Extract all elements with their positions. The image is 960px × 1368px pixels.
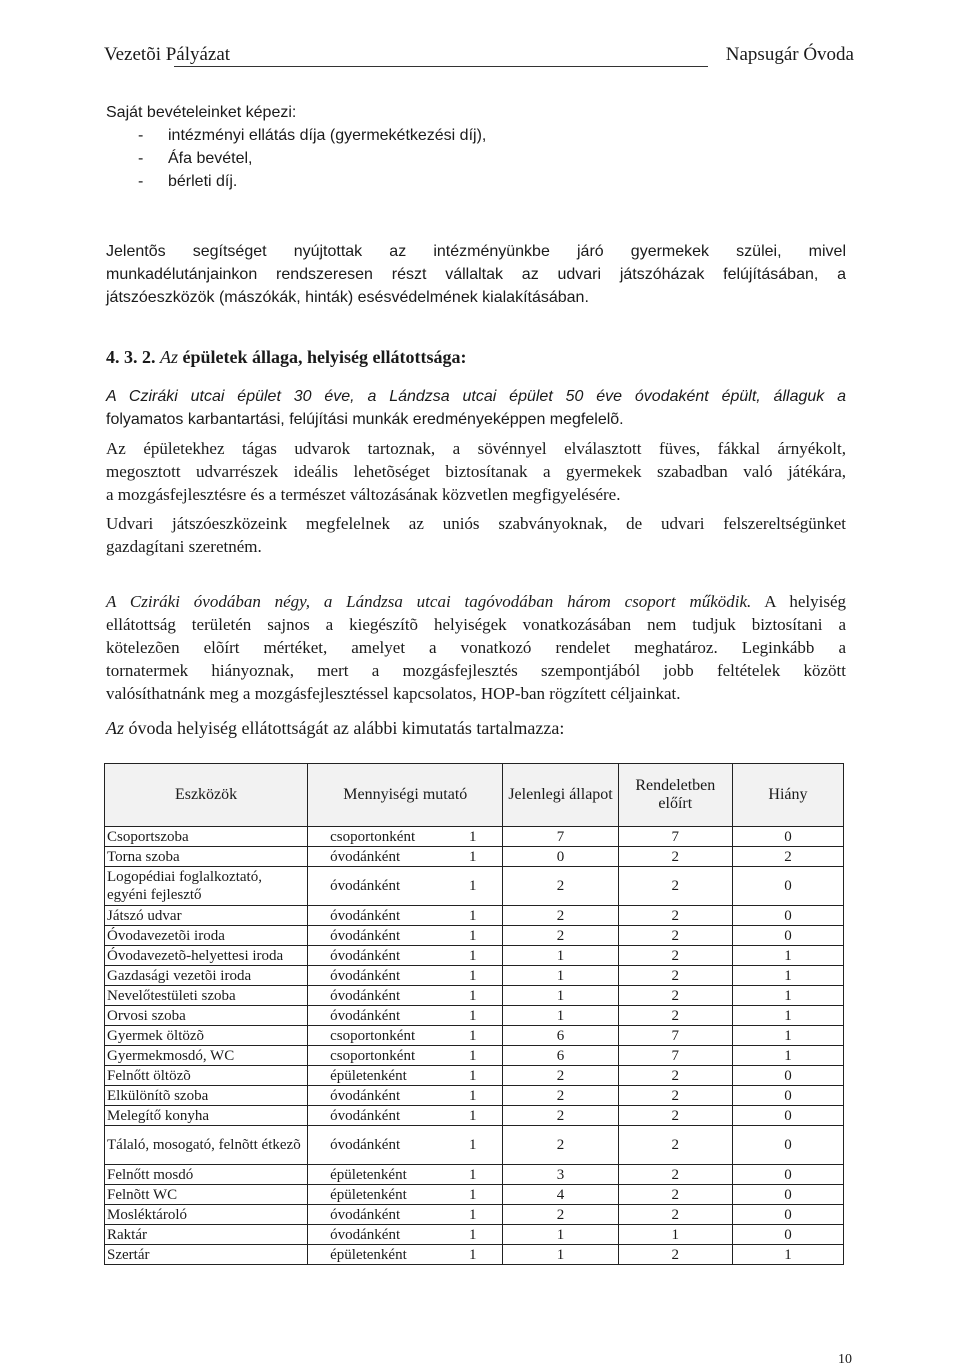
cell-hiany: 0 (732, 1106, 843, 1126)
table-row (105, 1126, 844, 1165)
section-heading: 4. 3. 2. Az épületek állaga, helyiség ellátottsága: (106, 347, 467, 367)
income-list (106, 101, 846, 193)
table-row (105, 1006, 844, 1026)
cell-eszkoz: Torna szoba (105, 847, 308, 867)
paragraph-groups: A Cziráki óvodában négy, a Lándzsa utcai tagóvodában három csoport működik. A helyiség ellátottság területén sajnos a kiegészítõ helyiségek vonatkozásában nem tudjuk biztosítani a kötelezõen elõírt mértéket, amelyet a vonatkozó rendelet meghatároz. Leginkább a tornatermek hiányoznak, mert a mozgásfejlesztés szempontjából jobb feltételek között valósíthatnánk meg a mozgásfejlesztéssel kapcsolatos, HOP-ban rögzített céljainkat. (106, 592, 846, 703)
cell-eloirt: 2 (618, 1205, 732, 1225)
cell-hiany: 0 (732, 1066, 843, 1086)
cell-eszkoz: Felnõtt WC (105, 1185, 308, 1205)
cell-hiany: 0 (732, 1205, 843, 1225)
section-number: 4. 3. 2. (106, 347, 156, 367)
cell-eszkoz: Játszó udvar (105, 906, 308, 926)
cell-hiany: 1 (732, 966, 843, 986)
cell-jelenlegi: 2 (503, 926, 618, 946)
header-right: Napsugár Óvoda (725, 44, 854, 65)
cell-eloirt: 2 (618, 946, 732, 966)
cell-eloirt: 2 (618, 986, 732, 1006)
cell-jelenlegi: 6 (503, 1026, 618, 1046)
cell-jelenlegi: 1 (503, 1225, 618, 1245)
paragraph-yards: Az épületekhez tágas udvarok tartoznak, a sövénnyel elválasztott füves, fákkal árnyékolt, megosztott udvarrészek ideális lehetõséget biztosítanak a gyermekek szabadban való játékára, a mozgásfejlesztésre és a természet változásának közvetlen megfigyelésére. (106, 439, 846, 504)
cell-eloirt: 2 (618, 1126, 732, 1165)
cell-hiany: 1 (732, 946, 843, 966)
cell-hiany: 0 (732, 1126, 843, 1165)
header-left: Vezetõi Pályázat (104, 44, 231, 65)
table-intro: Az óvoda helyiség ellátottságát az alábbi kimutatás tartalmazza: (106, 718, 565, 738)
cell-jelenlegi: 6 (503, 1046, 618, 1066)
cell-hiany: 0 (732, 1165, 843, 1185)
paragraph-parents: Jelentõs segítséget nyújtottak az intézményünkbe járó gyermekek szülei, mivel munkadélutánjainkon rendszeresen részt vállaltak az udvari játszóházak felújításában, a játszóeszközök (mászókák, hinták) esésvédelmének kialakításában. (106, 243, 846, 306)
cell-hiany: 0 (732, 867, 843, 906)
cell-mutato: óvodánként 1 (308, 906, 503, 926)
cell-mutato: óvodánként 1 (308, 966, 503, 986)
cell-eloirt: 7 (618, 827, 732, 847)
cell-hiany: 1 (732, 1006, 843, 1026)
cell-eszkoz: Gazdasági vezetõi iroda (105, 966, 308, 986)
table-row (105, 827, 844, 847)
cell-jelenlegi: 2 (503, 867, 618, 906)
cell-jelenlegi: 1 (503, 986, 618, 1006)
cell-eszkoz: Mosléktároló (105, 1205, 308, 1225)
cell-jelenlegi: 2 (503, 1066, 618, 1086)
cell-hiany: 0 (732, 1086, 843, 1106)
header-eszkozok: Eszközök (105, 764, 308, 827)
cell-mutato: csoportonként 1 (308, 1046, 503, 1066)
header-hiany: Hiány (732, 764, 843, 827)
cell-jelenlegi: 2 (503, 1205, 618, 1225)
cell-eloirt: 7 (618, 1026, 732, 1046)
cell-hiany: 0 (732, 1225, 843, 1245)
facilities-table (104, 763, 844, 1265)
cell-eszkoz: Nevelőtestületi szoba (105, 986, 308, 1006)
table-row (105, 1086, 844, 1106)
table-row (105, 1106, 844, 1126)
cell-jelenlegi: 1 (503, 1245, 618, 1265)
page-number: 10 (838, 1352, 852, 1367)
cell-mutato: óvodánként 1 (308, 1205, 503, 1225)
cell-jelenlegi: 0 (503, 847, 618, 867)
table-row (105, 1205, 844, 1225)
cell-eloirt: 2 (618, 1185, 732, 1205)
cell-hiany: 0 (732, 926, 843, 946)
cell-jelenlegi: 2 (503, 906, 618, 926)
cell-mutato: óvodánként 1 (308, 1225, 503, 1245)
header-jelenlegi-allapot: Jelenlegi állapot (503, 764, 618, 827)
cell-hiany: 0 (732, 827, 843, 847)
cell-mutato: csoportonként 1 (308, 827, 503, 847)
income-title: Saját bevételeinket képezi: (106, 104, 297, 121)
table-row (105, 986, 844, 1006)
cell-jelenlegi: 1 (503, 946, 618, 966)
cell-eszkoz: Felnőtt mosdó (105, 1165, 308, 1185)
page-header (104, 44, 854, 70)
table-row (105, 1066, 844, 1086)
cell-eszkoz: Óvodavezetõ-helyettesi iroda (105, 946, 308, 966)
section-title: épületek állaga, helyiség ellátottsága: (182, 347, 467, 367)
cell-eloirt: 2 (618, 1086, 732, 1106)
cell-eloirt: 2 (618, 1006, 732, 1026)
table-row (105, 867, 844, 906)
list-item: - intézményi ellátás díja (gyermekétkezési díj), (138, 127, 487, 144)
cell-eszkoz: Elkülönítõ szoba (105, 1086, 308, 1106)
cell-eszkoz: Csoportszoba (105, 827, 308, 847)
cell-jelenlegi: 2 (503, 1126, 618, 1165)
cell-jelenlegi: 4 (503, 1185, 618, 1205)
cell-mutato: óvodánként 1 (308, 946, 503, 966)
paragraph-equipment: Udvari játszóeszközeink megfelelnek az uniós szabványoknak, de udvari felszereltségünket gazdagítani szeretném. (106, 514, 846, 556)
cell-eszkoz: Orvosi szoba (105, 1006, 308, 1026)
cell-eszkoz: Gyermek öltözõ (105, 1026, 308, 1046)
cell-jelenlegi: 2 (503, 1106, 618, 1126)
cell-eszkoz: Szertár (105, 1245, 308, 1265)
cell-mutato: épületenként 1 (308, 1066, 503, 1086)
cell-eloirt: 7 (618, 1046, 732, 1066)
cell-mutato: óvodánként 1 (308, 926, 503, 946)
cell-eloirt: 1 (618, 1225, 732, 1245)
table-row (105, 1046, 844, 1066)
cell-eszkoz: Felnőtt öltözõ (105, 1066, 308, 1086)
cell-hiany: 1 (732, 1245, 843, 1265)
table-row (105, 1225, 844, 1245)
cell-eszkoz: Tálaló, mosogató, felnõtt étkezõ (105, 1126, 308, 1165)
cell-mutato: óvodánként 1 (308, 1006, 503, 1026)
table-header-row (105, 764, 844, 827)
cell-hiany: 1 (732, 1026, 843, 1046)
cell-eszkoz: Melegítő konyha (105, 1106, 308, 1126)
table-row (105, 1185, 844, 1205)
cell-mutato: óvodánként 1 (308, 867, 503, 906)
cell-mutato: óvodánként 1 (308, 1086, 503, 1106)
cell-eloirt: 2 (618, 966, 732, 986)
cell-mutato: óvodánként 1 (308, 1126, 503, 1165)
cell-eloirt: 2 (618, 926, 732, 946)
cell-mutato: óvodánként 1 (308, 847, 503, 867)
table-row (105, 906, 844, 926)
cell-mutato: épületenként 1 (308, 1165, 503, 1185)
cell-eloirt: 2 (618, 867, 732, 906)
paragraph-buildings: A Cziráki utcai épület 30 éve, a Lándzsa utcai épület 50 éve óvodaként épült, állaguk a folyamatos karbantartási, felújítási munkák eredményeképpen megfelelõ. (106, 388, 846, 428)
cell-hiany: 1 (732, 1046, 843, 1066)
cell-eloirt: 2 (618, 906, 732, 926)
cell-eszkoz: Raktár (105, 1225, 308, 1245)
cell-eloirt: 2 (618, 1106, 732, 1126)
table-row (105, 966, 844, 986)
table-row (105, 946, 844, 966)
cell-jelenlegi: 1 (503, 1006, 618, 1026)
cell-jelenlegi: 2 (503, 1086, 618, 1106)
cell-mutato: csoportonként 1 (308, 1026, 503, 1046)
list-item: - bérleti díj. (138, 173, 238, 190)
cell-eloirt: 2 (618, 1165, 732, 1185)
cell-eszkoz: Gyermekmosdó, WC (105, 1046, 308, 1066)
cell-mutato: épületenként 1 (308, 1245, 503, 1265)
header-mennyisegi-mutato: Mennyiségi mutató (308, 764, 503, 827)
cell-eloirt: 2 (618, 1066, 732, 1086)
cell-jelenlegi: 3 (503, 1165, 618, 1185)
cell-mutato: épületenként 1 (308, 1185, 503, 1205)
cell-jelenlegi: 7 (503, 827, 618, 847)
cell-jelenlegi: 1 (503, 966, 618, 986)
table-row (105, 926, 844, 946)
table-row (105, 1165, 844, 1185)
list-item: - Áfa bevétel, (138, 150, 253, 167)
cell-hiany: 0 (732, 906, 843, 926)
header-rendeletben-eloirt: Rendeletben előírt (618, 764, 732, 827)
table-row (105, 1026, 844, 1046)
cell-hiany: 1 (732, 986, 843, 1006)
cell-hiany: 2 (732, 847, 843, 867)
cell-mutato: óvodánként 1 (308, 1106, 503, 1126)
cell-eszkoz: Óvodavezetõi iroda (105, 926, 308, 946)
table-row (105, 1245, 844, 1265)
header-rule (174, 66, 708, 67)
cell-eloirt: 2 (618, 1245, 732, 1265)
cell-eloirt: 2 (618, 847, 732, 867)
cell-eszkoz: Logopédiai foglalkoztató, egyéni fejlesztő (105, 867, 308, 906)
cell-mutato: óvodánként 1 (308, 986, 503, 1006)
table-row (105, 847, 844, 867)
cell-hiany: 0 (732, 1185, 843, 1205)
